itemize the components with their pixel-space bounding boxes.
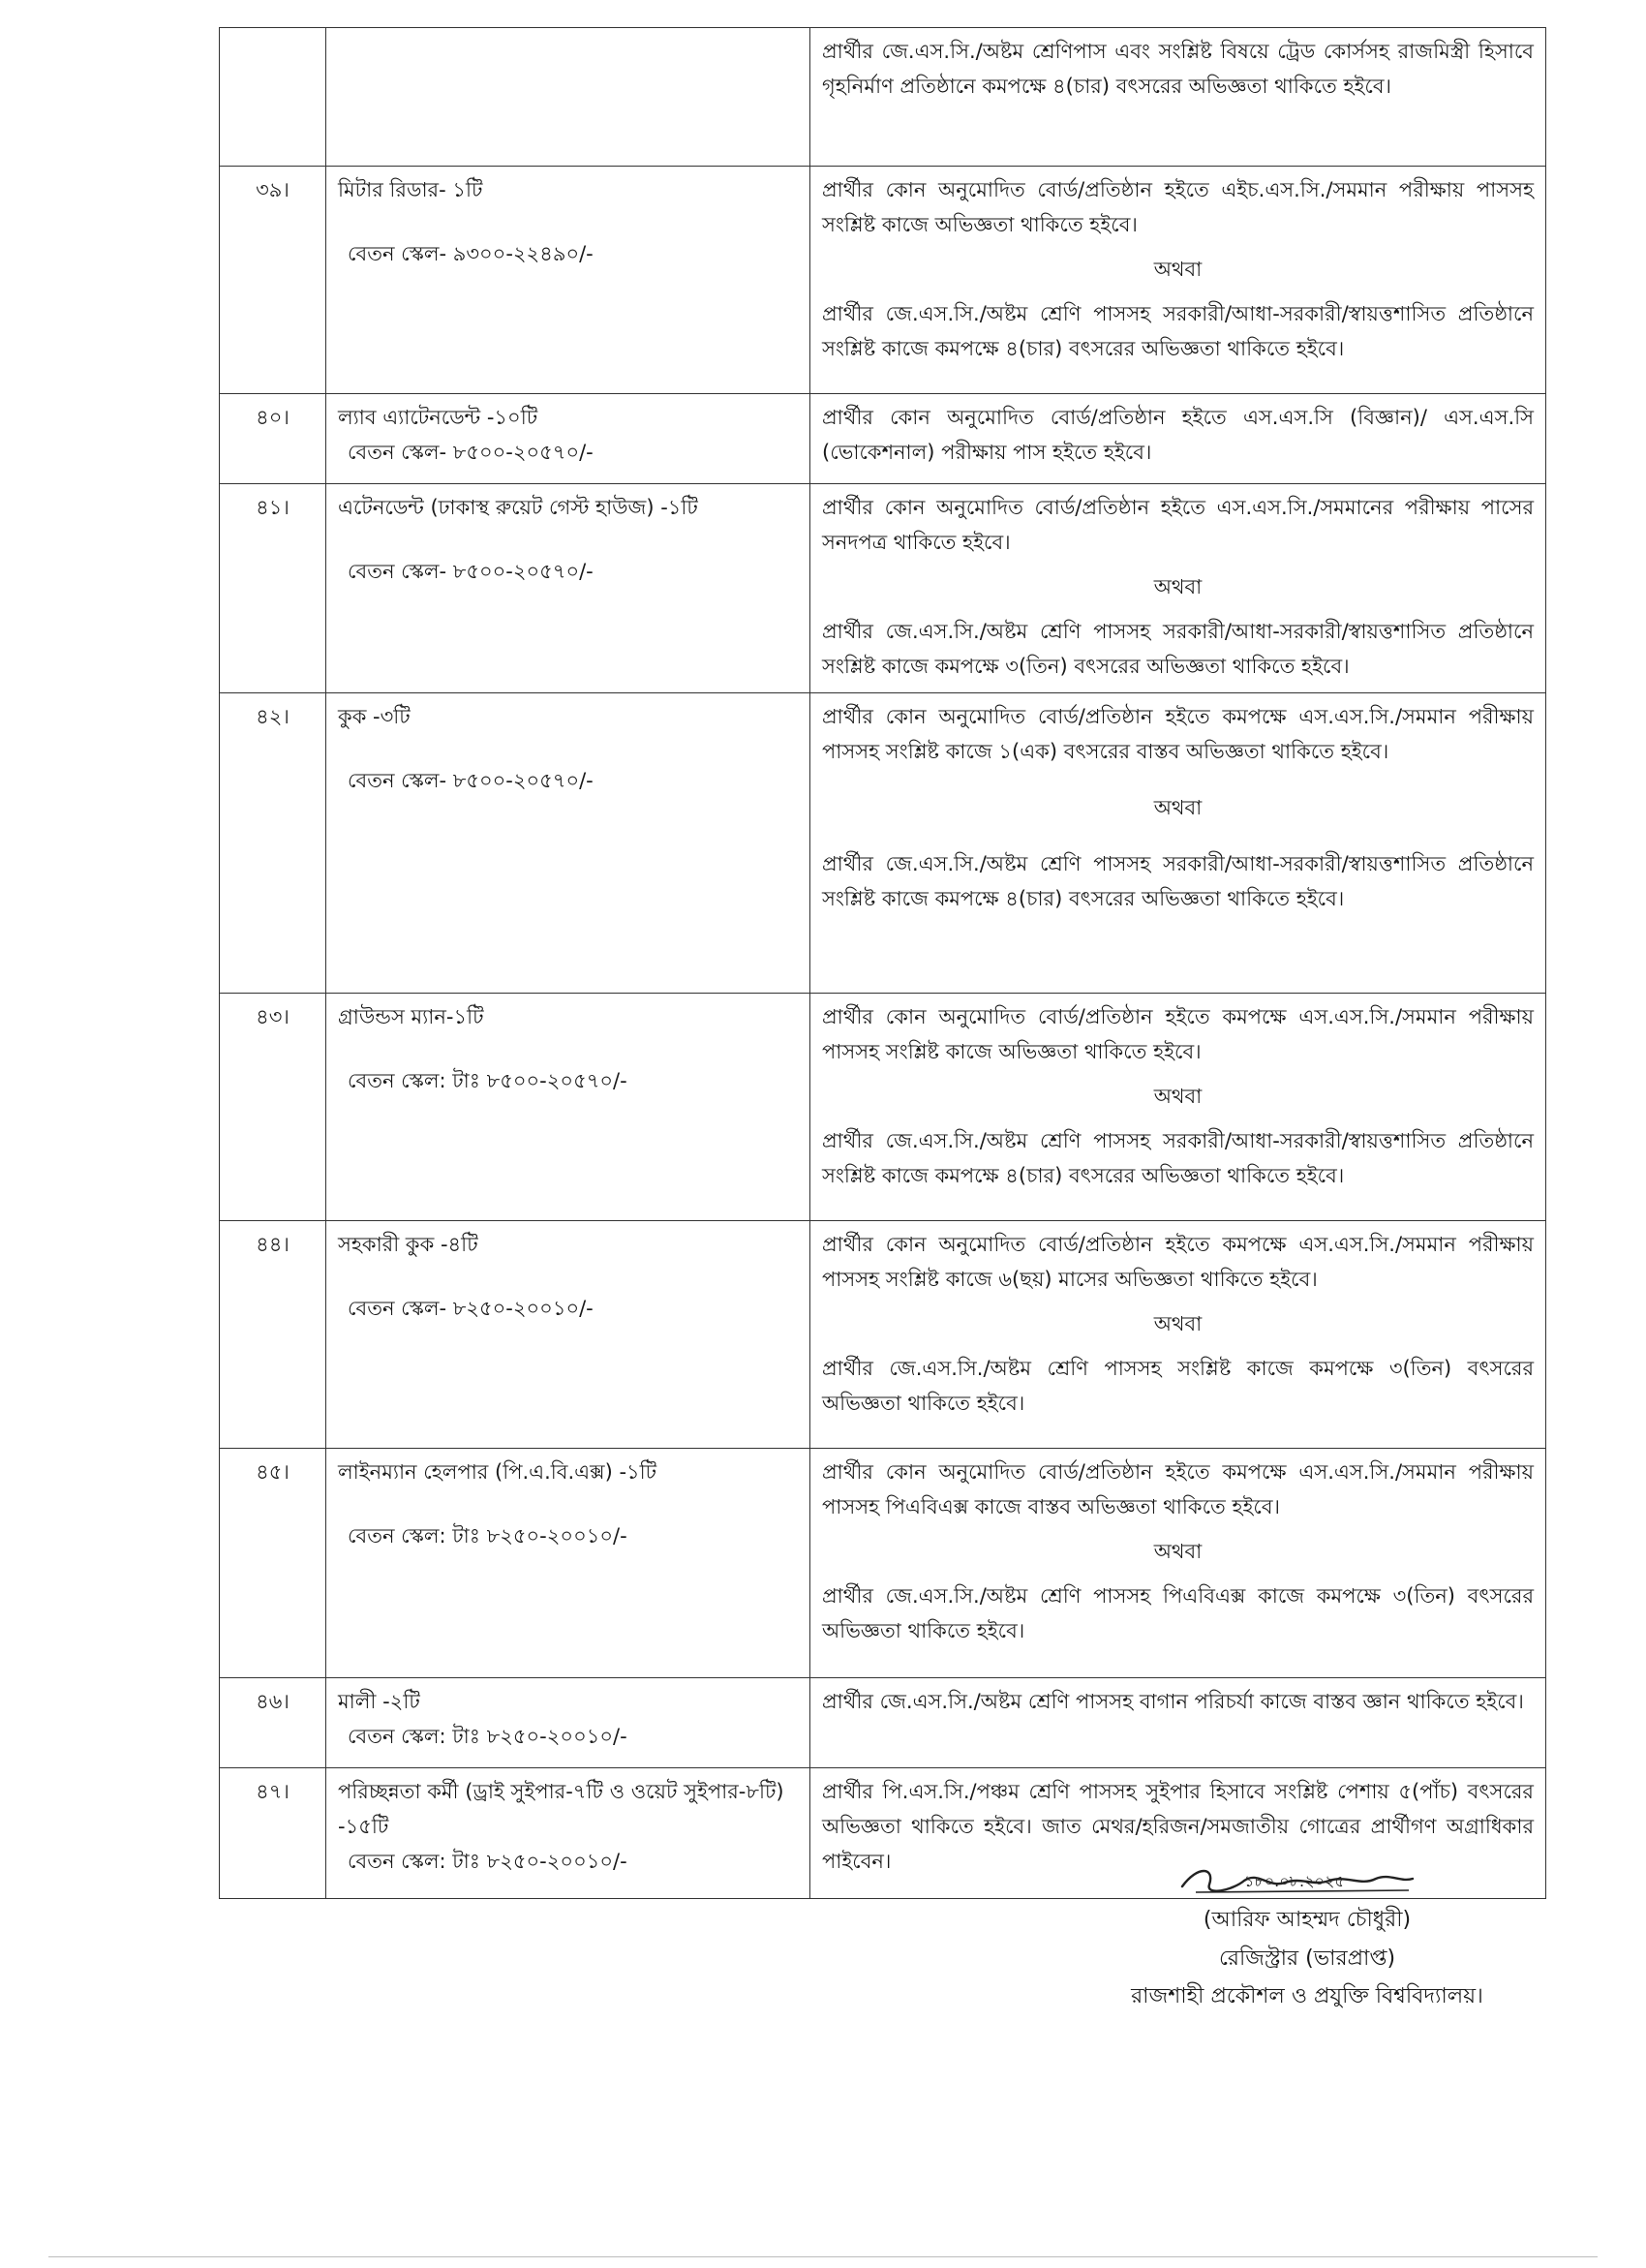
post-title: লাইনম্যান হেলপার (পি.এ.বি.এক্স) -১টি [338, 1459, 657, 1484]
requirement-alt-text: প্রার্থীর জে.এস.সি./অষ্টম শ্রেণি পাসসহ সরকারী/আধা-সরকারী/স্বায়ত্তশাসিত প্রতিষ্ঠানে সংশ্লিষ্ট কাজে কমপক্ষে ৪(চার) বৎসরের অভিজ্ঞতা থাকিতে হইবে। [822, 302, 1534, 361]
requirement-alt-text: প্রার্থীর জে.এস.সি./অষ্টম শ্রেণি পাসসহ সংশ্লিষ্ট কাজে কমপক্ষে ৩(তিন) বৎসরের অভিজ্ঞতা থাকিতে হইবে। [822, 1356, 1534, 1415]
table-row [220, 167, 1546, 394]
requirement-alt-text: প্রার্থীর জে.এস.সি./অষ্টম শ্রেণি পাসসহ সরকারী/আধা-সরকারী/স্বায়ত্তশাসিত প্রতিষ্ঠানে সংশ্লিষ্ট কাজে কমপক্ষে ৪(চার) বৎসরের অভিজ্ঞতা থাকিতে হইবে। [822, 1128, 1534, 1187]
page-bottom-divider [48, 2256, 1598, 2257]
pay-scale: বেতন স্কেল: টাঃ ৮২৫০-২০০১০/- [348, 1724, 627, 1748]
post-title: মিটার রিডার- ১টি [338, 178, 483, 201]
table-row [220, 993, 1546, 1220]
or-separator: অথবা [1153, 795, 1203, 819]
serial-number: ৪৫। [220, 1448, 326, 1677]
post-cell [326, 1767, 810, 1898]
table-row [220, 1448, 1546, 1677]
recruitment-table [219, 27, 1546, 1899]
signature-date: ১৮০.০৮.২০২৫ [1244, 1872, 1345, 1890]
requirement-text: প্রার্থীর কোন অনুমোদিত বোর্ড/প্রতিষ্ঠান হইতে এস.এস.সি./সমমানের পরীক্ষায় পাসের সনদপত্র থাকিতে হইবে। [822, 496, 1534, 555]
or-separator: অথবা [1153, 575, 1203, 599]
requirement-cell [810, 692, 1546, 993]
post-cell [326, 993, 810, 1220]
table-row [220, 1220, 1546, 1448]
table-row [220, 28, 1546, 167]
post-cell [326, 167, 810, 394]
requirement-cell [810, 167, 1546, 394]
pay-scale: বেতন স্কেল: টাঃ ৮৫০০-২০৫৭০/- [348, 1068, 627, 1092]
requirement-text: প্রার্থীর কোন অনুমোদিত বোর্ড/প্রতিষ্ঠান হইতে এইচ.এস.সি./সমমান পরীক্ষায় পাসসহ সংশ্লিষ্ট কাজে অভিজ্ঞতা থাকিতে হইবে। [822, 178, 1534, 237]
pay-scale: বেতন স্কেল: টাঃ ৮২৫০-২০০১০/- [348, 1523, 627, 1548]
serial-number: ৪৭। [220, 1767, 326, 1898]
serial-number: ৩৯। [220, 167, 326, 394]
requirement-text: প্রার্থীর কোন অনুমোদিত বোর্ড/প্রতিষ্ঠান হইতে এস.এস.সি (বিজ্ঞান)/ এস.এস.সি (ভোকেশনাল) পরীক্ষায় পাস হইতে হইবে। [822, 406, 1534, 465]
post-cell [326, 394, 810, 484]
serial-number: ৪৩। [220, 993, 326, 1220]
requirement-cell [810, 1220, 1546, 1448]
or-separator: অথবা [1153, 1084, 1203, 1108]
signatory-block [1094, 1864, 1520, 2016]
post-title: পরিচ্ছন্নতা কর্মী (ড্রাই সুইপার-৭টি ও ওয়েট সুইপার-৮টি) -১৫টি [338, 1779, 784, 1838]
serial-number: ৪১। [220, 484, 326, 693]
or-separator: অথবা [1153, 1539, 1203, 1563]
serial-number: ৪৬। [220, 1677, 326, 1767]
pay-scale: বেতন স্কেল: টাঃ ৮২৫০-২০০১০/- [348, 1849, 627, 1873]
pay-scale: বেতন স্কেল- ৮৫০০-২০৫৭০/- [348, 560, 594, 584]
serial-number: ৪০। [220, 394, 326, 484]
table-row [220, 1677, 1546, 1767]
requirement-cell [810, 28, 1546, 167]
requirement-cell [810, 1448, 1546, 1677]
post-cell [326, 1220, 810, 1448]
post-cell [326, 484, 810, 693]
table-row [220, 484, 1546, 693]
or-separator: অথবা [1153, 1311, 1203, 1335]
post-title: মালী -২টি [338, 1689, 420, 1713]
post-title: সহকারী কুক -৪টি [338, 1232, 478, 1256]
post-title: এটেনডেন্ট (ঢাকাস্থ রুয়েট গেস্ট হাউজ) -১টি [338, 496, 698, 519]
post-title: ল্যাব এ্যাটেনডেন্ট -১০টি [338, 406, 538, 429]
post-cell [326, 1448, 810, 1677]
requirement-text: প্রার্থীর জে.এস.সি./অষ্টম শ্রেণি পাসসহ বাগান পরিচর্যা কাজে বাস্তব জ্ঞান থাকিতে হইবে। [822, 1689, 1524, 1713]
requirement-text: প্রার্থীর জে.এস.সি./অষ্টম শ্রেণিপাস এবং সংশ্লিষ্ট বিষয়ে ট্রেড কোর্সসহ রাজমিস্ত্রী হিসাবে গৃহনির্মাণ প্রতিষ্ঠানে কমপক্ষে ৪(চার) বৎসরের অভিজ্ঞতা থাকিতে হইবে। [822, 40, 1534, 99]
post-cell [326, 692, 810, 993]
table-row [220, 692, 1546, 993]
requirement-text: প্রার্থীর কোন অনুমোদিত বোর্ড/প্রতিষ্ঠান হইতে কমপক্ষে এস.এস.সি./সমমান পরীক্ষায় পাসসহ পিএবিএক্স কাজে বাস্তব অভিজ্ঞতা থাকিতে হইবে। [822, 1459, 1534, 1518]
requirement-alt-text: প্রার্থীর জে.এস.সি./অষ্টম শ্রেণি পাসসহ সরকারী/আধা-সরকারী/স্বায়ত্তশাসিত প্রতিষ্ঠানে সংশ্লিষ্ট কাজে কমপক্ষে ৩(তিন) বৎসরের অভিজ্ঞতা থাকিতে হইবে। [822, 620, 1534, 679]
requirement-text: প্রার্থীর পি.এস.সি./পঞ্চম শ্রেণি পাসসহ সুইপার হিসাবে সংশ্লিষ্ট পেশায় ৫(পাঁচ) বৎসরের অভিজ্ঞতা থাকিতে হইবে। জাত মেথর/হরিজন/সমজাতীয় গোত্রের প্রার্থীগণ অগ্রাধিকার পাইবেন। [822, 1779, 1534, 1873]
requirement-text: প্রার্থীর কোন অনুমোদিত বোর্ড/প্রতিষ্ঠান হইতে কমপক্ষে এস.এস.সি./সমমান পরীক্ষায় পাসসহ সংশ্লিষ্ট কাজে অভিজ্ঞতা থাকিতে হইবে। [822, 1004, 1534, 1063]
signatory-designation: রেজিস্ট্রার (ভারপ্রাপ্ত) [1218, 1946, 1396, 1971]
requirement-cell [810, 394, 1546, 484]
requirement-text: প্রার্থীর কোন অনুমোদিত বোর্ড/প্রতিষ্ঠান হইতে কমপক্ষে এস.এস.সি./সমমান পরীক্ষায় পাসসহ সংশ্লিষ্ট কাজে ১(এক) বৎসরের বাস্তব অভিজ্ঞতা থাকিতে হইবে। [822, 704, 1534, 763]
post-cell [326, 28, 810, 167]
or-separator: অথবা [1153, 258, 1203, 282]
requirement-cell [810, 993, 1546, 1220]
requirement-alt-text: প্রার্থীর জে.এস.সি./অষ্টম শ্রেণি পাসসহ পিএবিএক্স কাজে কমপক্ষে ৩(তিন) বৎসরের অভিজ্ঞতা থাকিতে হইবে। [822, 1583, 1534, 1642]
serial-number: ৪২। [220, 692, 326, 993]
institution-name: রাজশাহী প্রকৌশল ও প্রযুক্তি বিশ্ববিদ্যালয়। [1131, 1984, 1483, 2009]
post-title: গ্রাউন্ডস ম্যান-১টি [338, 1004, 484, 1028]
requirement-cell [810, 484, 1546, 693]
post-cell [326, 1677, 810, 1767]
signatory-name: (আরিফ আহম্মদ চৌধুরী) [1203, 1908, 1412, 1932]
requirement-cell [810, 1677, 1546, 1767]
requirement-alt-text: প্রার্থীর জে.এস.সি./অষ্টম শ্রেণি পাসসহ সরকারী/আধা-সরকারী/স্বায়ত্তশাসিত প্রতিষ্ঠানে সংশ্লিষ্ট কাজে কমপক্ষে ৪(চার) বৎসরের অভিজ্ঞতা থাকিতে হইবে। [822, 851, 1534, 910]
serial-number [220, 28, 326, 167]
table-row [220, 394, 1546, 484]
pay-scale: বেতন স্কেল- ৯৩০০-২২৪৯০/- [348, 242, 594, 266]
requirement-text: প্রার্থীর কোন অনুমোদিত বোর্ড/প্রতিষ্ঠান হইতে কমপক্ষে এস.এস.সি./সমমান পরীক্ষায় পাসসহ সংশ্লিষ্ট কাজে ৬(ছয়) মাসের অভিজ্ঞতা থাকিতে হইবে। [822, 1232, 1534, 1291]
pay-scale: বেতন স্কেল- ৮৫০০-২০৫৭০/- [348, 768, 594, 792]
pay-scale: বেতন স্কেল- ৮২৫০-২০০১০/- [348, 1296, 594, 1320]
post-title: কুক -৩টি [338, 704, 411, 728]
pay-scale: বেতন স্কেল- ৮৫০০-২০৫৭০/- [348, 441, 594, 465]
serial-number: ৪৪। [220, 1220, 326, 1448]
